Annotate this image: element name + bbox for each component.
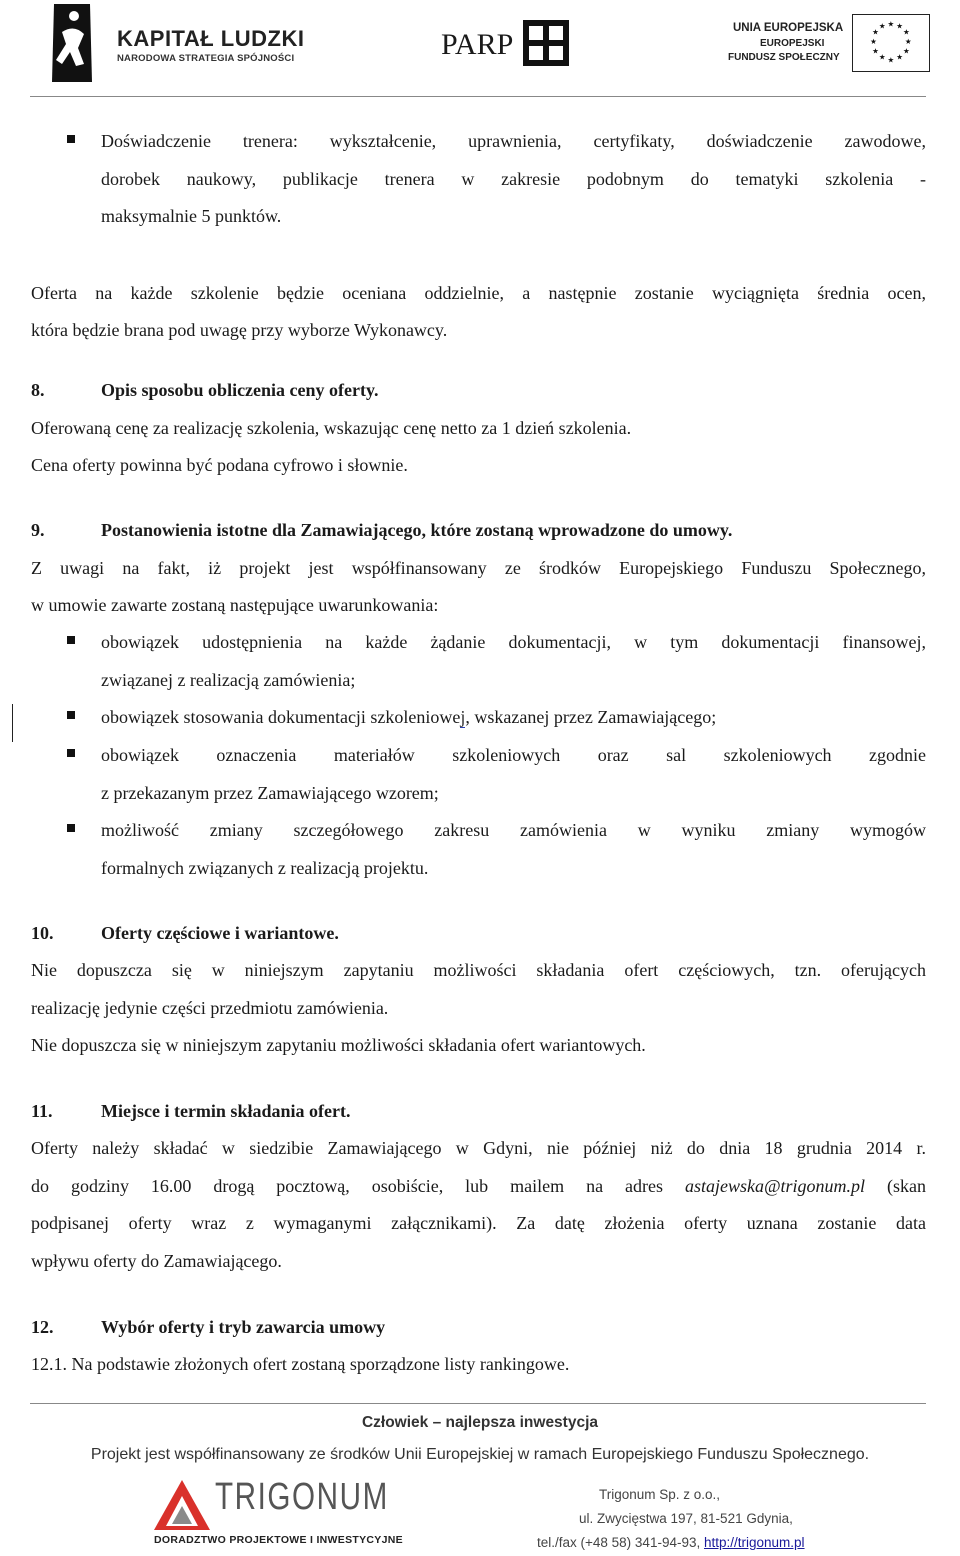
section-number: 12. <box>31 1317 54 1337</box>
website-link[interactable]: http://trigonum.pl <box>703 1535 805 1550</box>
text-line: która będzie brana pod uwagę przy wyborze Wykonawcy. <box>31 320 448 340</box>
parp-logo-icon <box>523 20 569 66</box>
trigonum-logo-icon <box>152 1478 212 1532</box>
svg-text:★: ★ <box>872 27 880 37</box>
svg-text:★: ★ <box>878 52 886 62</box>
bullet-marker <box>67 135 75 143</box>
ue-subtitle-1: EUROPEJSKI <box>760 38 825 49</box>
bullet-marker <box>67 636 75 644</box>
svg-text:★: ★ <box>902 46 910 56</box>
footer-company: Trigonum Sp. z o.o., <box>599 1487 721 1502</box>
svg-text:★: ★ <box>904 36 912 46</box>
text-line: do godziny 16.00 drogą pocztową, osobiście, lub mailem na adres astajewska@trigonum.pl (skan <box>31 1176 926 1196</box>
text-line: Doświadczenie trenera: wykształcenie, uprawnienia, certyfikaty, doświadczenie zawodowe, <box>101 131 926 151</box>
svg-text:★: ★ <box>870 36 878 46</box>
svg-text:★: ★ <box>896 21 904 31</box>
section-number: 10. <box>31 923 54 943</box>
section-number: 11. <box>31 1101 53 1121</box>
footer-project-note: Projekt jest współfinansowany ze środków Unii Europejskiej w ramach Europejskiego Funduszu Społecznego. <box>90 1446 870 1463</box>
text-line: formalnych związanych z realizacją projektu. <box>101 858 429 878</box>
section-heading: Wybór oferty i tryb zawarcia umowy <box>101 1317 386 1337</box>
text-line: z przekazanym przez Zamawiającego wzorem; <box>101 783 439 803</box>
text-line: Z uwagi na fakt, iż projekt jest współfinansowany ze środków Europejskiego Funduszu Społecznego, <box>31 558 926 578</box>
section-heading: Postanowienia istotne dla Zamawiającego, które zostaną wprowadzone do umowy. <box>101 520 733 540</box>
email-link[interactable]: astajewska@trigonum.pl <box>684 1176 866 1196</box>
section-heading: Miejsce i termin składania ofert. <box>101 1101 351 1121</box>
footer-address: ul. Zwycięstwa 197, 81-521 Gdynia, <box>579 1511 793 1526</box>
kapital-ludzki-title: KAPITAŁ LUDZKI <box>117 26 305 51</box>
header-divider <box>30 96 926 97</box>
text-line: maksymalnie 5 punktów. <box>101 206 282 226</box>
text-line: możliwość zmiany szczegółowego zakresu zamówienia w wyniku zmiany wymogów <box>101 820 926 840</box>
bullet-marker <box>67 824 75 832</box>
section-heading: Oferty częściowe i wariantowe. <box>101 923 339 943</box>
svg-text:★: ★ <box>896 52 904 62</box>
text-line: Oferty należy składać w siedzibie Zamawiającego w Gdyni, nie później niż do dnia 18 grudnia 2014 r. <box>31 1138 926 1158</box>
footer-motto: Człowiek – najlepsza inwestycja <box>361 1414 599 1431</box>
revision-bar <box>12 704 13 742</box>
text-line: obowiązek oznaczenia materiałów szkoleniowych oraz sal szkoleniowych zgodnie <box>101 745 926 765</box>
text-line: 12.1. Na podstawie złożonych ofert zostaną sporządzone listy rankingowe. <box>31 1354 570 1374</box>
bullet-marker <box>67 749 75 757</box>
svg-text:★: ★ <box>878 21 886 31</box>
text-line: Nie dopuszcza się w niniejszym zapytaniu możliwości składania ofert wariantowych. <box>31 1035 646 1055</box>
text-line: Cena oferty powinna być podana cyfrowo i słownie. <box>31 455 408 475</box>
trigonum-logo-text: TRIGONUM <box>215 1476 389 1518</box>
bullet-marker <box>67 711 75 719</box>
tracked-change-mark: j <box>460 707 466 727</box>
page-header <box>0 0 960 90</box>
footer-contact: tel./fax (+48 58) 341-94-93, http://trigonum.pl <box>537 1535 805 1550</box>
text-line: podpisanej oferty wraz z wymaganymi załącznikami). Za datę złożenia oferty uznana zostanie data <box>31 1213 926 1233</box>
ue-subtitle-2: FUNDUSZ SPOŁECZNY <box>728 52 840 63</box>
text-line: Nie dopuszcza się w niniejszym zapytaniu możliwości składania ofert częściowych, tzn. oferujących <box>31 960 926 980</box>
svg-text:★: ★ <box>887 19 895 29</box>
text-line: wpływu oferty do Zamawiającego. <box>31 1251 282 1271</box>
ue-title: UNIA EUROPEJSKA <box>733 22 844 34</box>
text-line: obowiązek stosowania dokumentacji szkoleniowej, wskazanej przez Zamawiającego; <box>101 707 717 727</box>
eu-flag-icon <box>852 14 930 72</box>
text-line: obowiązek udostępnienia na każde żądanie dokumentacji, w tym dokumentacji finansowej, <box>101 632 926 652</box>
text-line: w umowie zawarte zostaną następujące uwarunkowania: <box>31 595 439 615</box>
text-line: związanej z realizacją zamówienia; <box>101 670 356 690</box>
kapital-ludzki-emblem <box>48 4 96 84</box>
text-line: dorobek naukowy, publikacje trenera w zakresie podobnym do tematyki szkolenia - <box>101 169 926 189</box>
svg-text:★: ★ <box>872 46 880 56</box>
section-heading: Opis sposobu obliczenia ceny oferty. <box>101 380 379 400</box>
text-line: Oferowaną cenę za realizację szkolenia, wskazując cenę netto za 1 dzień szkolenia. <box>31 418 632 438</box>
text-line: Oferta na każde szkolenie będzie oceniana oddzielnie, a następnie zostanie wyciągnięta średnia ocen, <box>31 283 926 303</box>
svg-text:★: ★ <box>887 55 895 65</box>
trigonum-logo-subtitle: DORADZTWO PROJEKTOWE I INWESTYCYJNE <box>154 1534 403 1546</box>
parp-logo-text: PARP <box>441 28 514 61</box>
footer-divider <box>30 1403 926 1404</box>
section-number: 8. <box>31 380 45 400</box>
text-line: realizację jedynie części przedmiotu zamówienia. <box>31 998 389 1018</box>
section-number: 9. <box>31 520 45 540</box>
svg-text:★: ★ <box>902 27 910 37</box>
kapital-ludzki-subtitle: NARODOWA STRATEGIA SPÓJNOŚCI <box>117 53 295 64</box>
